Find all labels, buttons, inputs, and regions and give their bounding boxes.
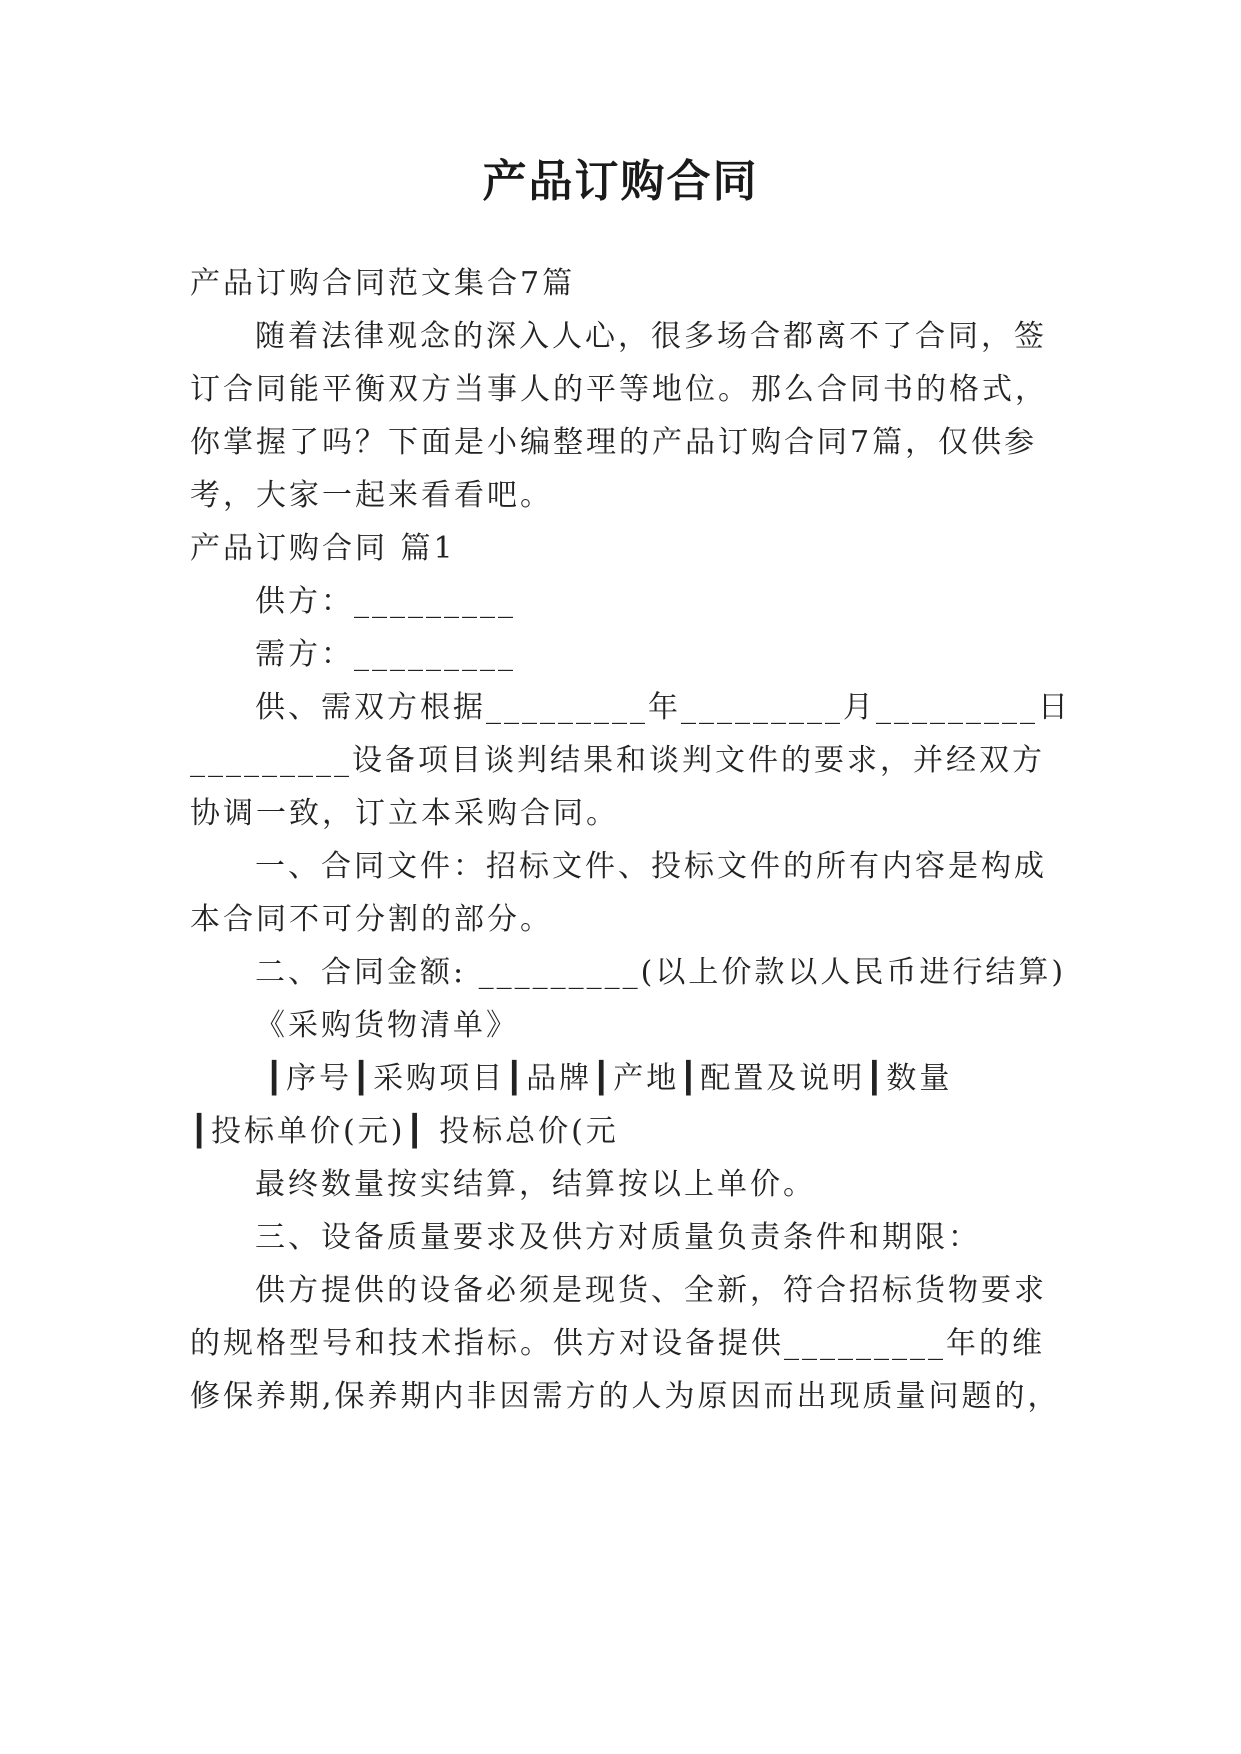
clause-3-line-1: 供方提供的设备必须是现货、全新，符合招标货物要求 (255, 1273, 1047, 1308)
clause-1-line-1: 一、合同文件：招标文件、投标文件的所有内容是构成 (255, 849, 1047, 884)
purchase-list-title: 《采购货物清单》 (255, 1008, 519, 1043)
buyer-line: 需方：_________ (255, 637, 516, 672)
table-header-line-2: ┃投标单价(元)┃ 投标总价(元 (190, 1114, 619, 1149)
section-heading: 产品订购合同 篇1 (190, 531, 456, 566)
document-title: 产品订购合同 (482, 156, 759, 207)
supplier-line: 供方：_________ (255, 584, 516, 619)
clause-2-line: 二、合同金额: _________(以上价款以人民币进行结算) (255, 955, 1067, 990)
settlement-line: 最终数量按实结算，结算按以上单价。 (255, 1167, 816, 1202)
basis-line-2: _________设备项目谈判结果和谈判文件的要求，并经双方 (190, 743, 1045, 778)
clause-1-line-2: 本合同不可分割的部分。 (190, 902, 553, 937)
basis-line-3: 协调一致，订立本采购合同。 (190, 796, 619, 831)
subtitle-line: 产品订购合同范文集合7篇 (190, 266, 576, 301)
intro-line-3: 你掌握了吗？下面是小编整理的产品订购合同7篇，仅供参 (190, 425, 1038, 460)
intro-line-2: 订合同能平衡双方当事人的平等地位。那么合同书的格式， (190, 372, 1048, 407)
basis-line-1: 供、需双方根据_________年_________月_________日 (255, 690, 1071, 725)
intro-line-4: 考，大家一起来看看吧。 (190, 478, 553, 513)
clause-3-line-2: 的规格型号和技术指标。供方对设备提供_________年的维 (190, 1326, 1045, 1361)
clause-3-heading: 三、设备质量要求及供方对质量负责条件和期限： (255, 1220, 981, 1255)
clause-3-line-3: 修保养期,保养期内非因需方的人为原因而出现质量问题的， (190, 1379, 1061, 1414)
intro-line-1: 随着法律观念的深入人心，很多场合都离不了合同，签 (255, 319, 1047, 354)
table-header-line-1: ┃序号┃采购项目┃品牌┃产地┃配置及说明┃数量 (265, 1061, 953, 1096)
